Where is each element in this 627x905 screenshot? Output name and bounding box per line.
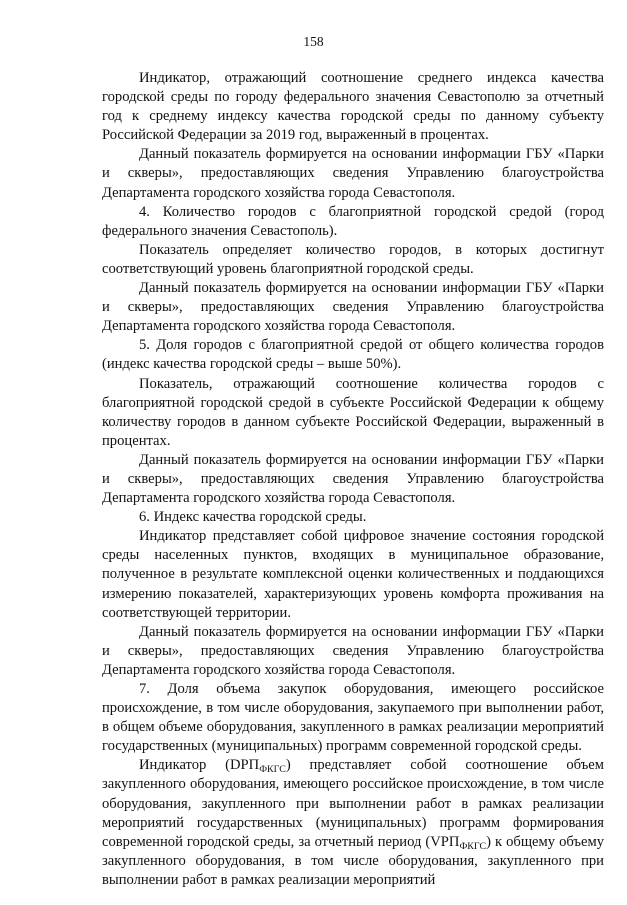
paragraph-data-source: Данный показатель формируется на основании информации ГБУ «Парки и скверы», предоставляющих сведения Управлению благоустройства Департамента городского хозяйства города Севастополя. — [102, 451, 604, 507]
subscript: ФКГС — [459, 840, 487, 852]
paragraph-item-4-heading: 4. Количество городов с благоприятной городской средой (город федерального значения Севастополь). — [102, 203, 604, 239]
paragraph-item-7-description — [102, 756, 604, 890]
paragraph-data-source: Данный показатель формируется на основании информации ГБУ «Парки и скверы», предоставляющих сведения Управлению благоустройства Департамента городского хозяйства города Севастополя. — [102, 146, 604, 201]
page-number: 158 — [303, 34, 324, 49]
paragraph-item-6-heading: 6. Индекс качества городской среды. — [139, 509, 367, 526]
paragraph-item-5-heading: 5. Доля городов с благоприятной средой от общего количества городов (индекс качества городской среды – выше 50%). — [102, 337, 604, 373]
paragraph-item-6-description: Индикатор представляет собой цифровое значение состояния городской среды населенных пунктов, входящих в муниципальное образование, полученное в результате комплексной оценки количественных и поддающихся измерению показателей, характеризующих уровень комфорта проживания на соответствующей территории. — [102, 528, 604, 621]
paragraph-indicator-definition: Индикатор, отражающий соотношение среднего индекса качества городской среды по городу федерального значения Севастополю за отчетный год к среднему индексу качества городской среды по данному субъекту Российской Федерации за 2019 год, выраженный в процентах. — [102, 70, 604, 144]
document-body — [102, 69, 604, 890]
paragraph-data-source: Данный показатель формируется на основании информации ГБУ «Парки и скверы», предоставляющих сведения Управлению благоустройства Департамента городского хозяйства города Севастополя. — [102, 280, 604, 335]
paragraph-item-7-heading: 7. Доля объема закупок оборудования, имеющего российское происхождение, в том числе оборудования, закупаемого при выполнении работ, в общем объеме оборудования, закупленного в рамках реализации мероприятий государственных (муниципальных) программ современной городской среды. — [102, 681, 604, 755]
formula-text: ) представляет собой соотношение объем закупленного оборудования, имеющего российское происхождение, в том числе оборудования, закупленного при выполнении работ в рамках реализации мероприятий государственных (муниципальных) программ формирования современной городской среды, за отчетный период (VРП — [102, 757, 604, 850]
paragraph-item-4-description: Показатель определяет количество городов, в которых достигнут соответствующий уровень благоприятной городской среды. — [102, 241, 604, 277]
formula-text: ) к общему объему закупленного оборудования, в том числе оборудования, закупленного при выполнении работ в рамках реализации мероприятий — [102, 833, 604, 888]
formula-text: Индикатор (DРП — [139, 757, 260, 774]
subscript: ФКГС — [259, 764, 286, 776]
paragraph-item-5-description: Показатель, отражающий соотношение количества городов с благоприятной городской средой в субъекте Российской Федерации к общему количеству городов в данном субъекте Российской Федерации, выраженный в процентах. — [102, 375, 604, 449]
paragraph-data-source: Данный показатель формируется на основании информации ГБУ «Парки и скверы», предоставляющих сведения Управлению благоустройства Департамента городского хозяйства города Севастополя. — [102, 623, 604, 678]
